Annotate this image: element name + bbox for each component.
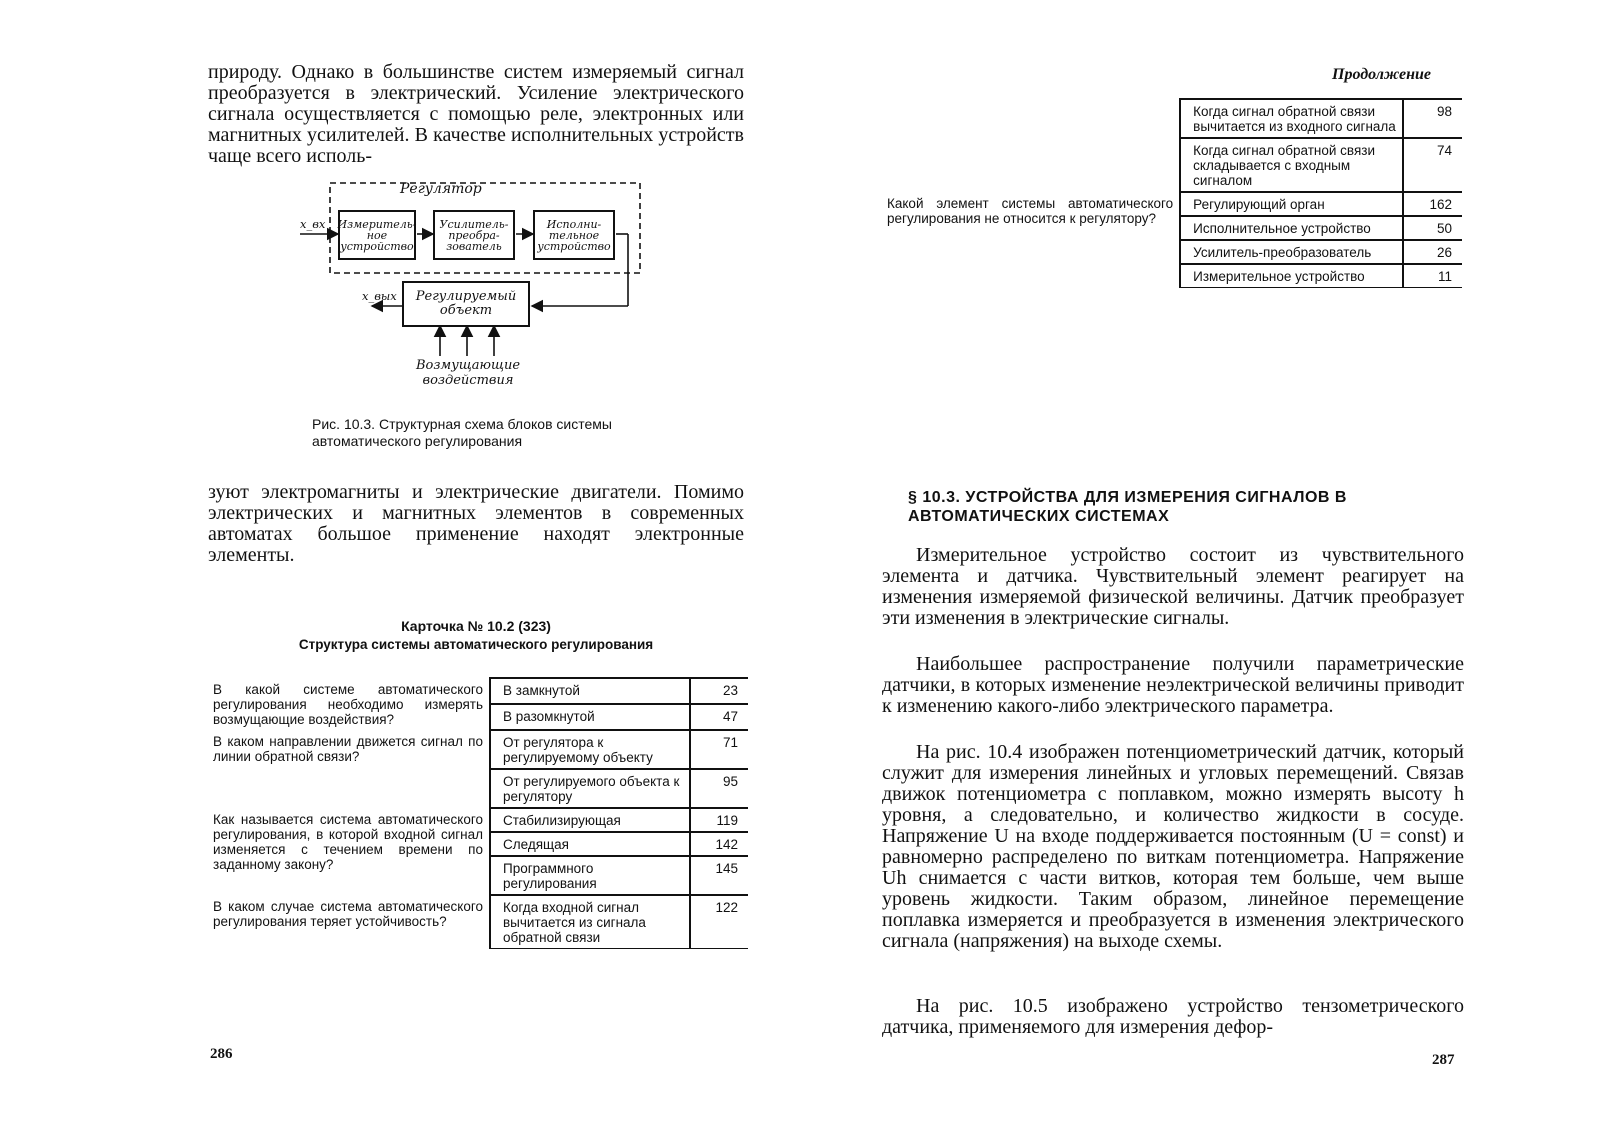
answer-cell: Стабилизирующая xyxy=(490,808,690,832)
answer-code-cell: 98 xyxy=(1403,99,1462,138)
page-number: 286 xyxy=(210,1046,233,1062)
table-row xyxy=(882,99,1462,138)
answer-code-cell: 122 xyxy=(690,895,748,949)
answer-cell: Исполнительное устройство xyxy=(1180,216,1403,240)
question-table-left xyxy=(208,677,748,949)
answer-cell: Когда сигнал обратной связи вычитается из входного сигнала xyxy=(1180,99,1403,138)
paragraph-2: Наибольшее распространение получили параметрические датчики, в которых изменение неэлектрической величины приводит к изменению какого-либо электрического параметра. xyxy=(882,653,1464,717)
measuring-device-block: Измеритель-ное устройство xyxy=(338,210,416,260)
answer-code-cell: 74 xyxy=(1403,138,1462,192)
block-diagram xyxy=(300,178,660,408)
question-cell: В какой системе автоматического регулирования необходимо измерять возмущающие воздействия? xyxy=(213,682,483,727)
actuator-block: Исполни-тельное устройство xyxy=(533,210,615,260)
continuation-label: Продолжение xyxy=(1332,66,1431,83)
table-row xyxy=(882,192,1462,216)
amplifier-block: Усилитель-преобра-зователь xyxy=(433,210,515,260)
answer-code-cell: 95 xyxy=(690,769,748,808)
answer-code-cell: 71 xyxy=(690,730,748,769)
answer-cell: Когда сигнал обратной связи складывается с входным сигналом xyxy=(1180,138,1403,192)
answer-cell: Измерительное устройство xyxy=(1180,264,1403,288)
answer-code-cell: 26 xyxy=(1403,240,1462,264)
section-heading: § 10.3. УСТРОЙСТВА ДЛЯ ИЗМЕРЕНИЯ СИГНАЛОВ В АВТОМАТИЧЕСКИХ СИСТЕМАХ xyxy=(908,489,1347,525)
paragraph-top: природу. Однако в большинстве систем измеряемый сигнал преобразуется в электрический. Усиление электрического сигнала осуществляется с помощью реле, электронных или магнитных усилителей. В качестве исполнительных устройств чаще всего исполь- xyxy=(208,61,744,167)
answer-code-cell: 162 xyxy=(1403,192,1462,216)
right-page xyxy=(820,0,1621,1144)
paragraph-middle: зуют электромагниты и электрические двигатели. Помимо электрических и магнитных элементов в современных автоматах большое применение находят электронные элементы. xyxy=(208,481,744,566)
answer-cell: В замкнутой xyxy=(490,678,690,704)
answer-code-cell: 119 xyxy=(690,808,748,832)
table-row xyxy=(208,808,748,832)
answer-cell: Следящая xyxy=(490,832,690,856)
table-row xyxy=(208,678,748,704)
answer-code-cell: 50 xyxy=(1403,216,1462,240)
answer-code-cell: 142 xyxy=(690,832,748,856)
answer-cell: Программного регулирования xyxy=(490,856,690,895)
figure-caption: Рис. 10.3. Структурная схема блоков системы автоматического регулирования xyxy=(312,416,612,449)
answer-cell: Усилитель-преобразователь xyxy=(1180,240,1403,264)
left-page xyxy=(0,0,800,1144)
question-cell xyxy=(882,99,1180,192)
card-subtitle: Структура системы автоматического регулирования xyxy=(298,637,654,652)
answer-code-cell: 11 xyxy=(1403,264,1462,288)
paragraph-1: Измерительное устройство состоит из чувствительного элемента и датчика. Чувствительный элемент реагирует на изменения измеряемой физической величины. Датчик преобразует эти изменения в электрические сигналы. xyxy=(882,544,1464,629)
question-table-right xyxy=(882,98,1462,288)
disturbances-label: Возмущающие воздействия xyxy=(415,358,521,388)
answer-cell: В разомкнутой xyxy=(490,704,690,730)
table-row xyxy=(208,730,748,769)
answer-code-cell: 47 xyxy=(690,704,748,730)
input-label: x_вх xyxy=(300,217,326,231)
answer-cell: Когда входной сигнал вычитается из сигнала обратной связи xyxy=(490,895,690,949)
question-cell: В каком случае система автоматического регулирования теряет устойчивость? xyxy=(213,899,483,929)
controlled-object-block: Регулируемый объект xyxy=(402,281,530,327)
answer-cell: От регулятора к регулируемому объекту xyxy=(490,730,690,769)
paragraph-4: На рис. 10.5 изображено устройство тензометрического датчика, применяемого для измерения дефор- xyxy=(882,995,1464,1038)
question-cell: Как называется система автоматического регулирования, в которой входной сигнал изменяется с течением времени по заданному закону? xyxy=(213,812,483,872)
answer-cell: От регулируемого объекта к регулятору xyxy=(490,769,690,808)
table-row xyxy=(208,895,748,949)
output-label: x_вых xyxy=(362,289,397,303)
question-cell: В каком направлении движется сигнал по линии обратной связи? xyxy=(213,734,483,764)
answer-code-cell: 23 xyxy=(690,678,748,704)
card-title: Карточка № 10.2 (323) xyxy=(401,618,551,634)
question-cell: Какой элемент системы автоматического регулирования не относится к регулятору? xyxy=(887,196,1174,226)
answer-code-cell: 145 xyxy=(690,856,748,895)
page-number: 287 xyxy=(1432,1052,1455,1068)
answer-cell: Регулирующий орган xyxy=(1180,192,1403,216)
regulator-label: Регулятор xyxy=(400,181,482,197)
paragraph-3: На рис. 10.4 изображен потенциометрический датчик, который служит для измерения линейных и угловых перемещений. Связав движок потенциометра с поплавком, можно измерять высоту h уровня, а следовательно, и количество жидкости в сосуде. Напряжение U на входе поддерживается постоянным (U = const) и равномерно распределено по виткам потенциометра. Напряжение Uh снимается с части витков, которая тем больше, чем выше уровень жидкости. Таким образом, линейное перемещение поплавка измеряется и преобразуется в изменения электрического сигнала (напряжения) на выходе схемы. xyxy=(882,741,1464,952)
